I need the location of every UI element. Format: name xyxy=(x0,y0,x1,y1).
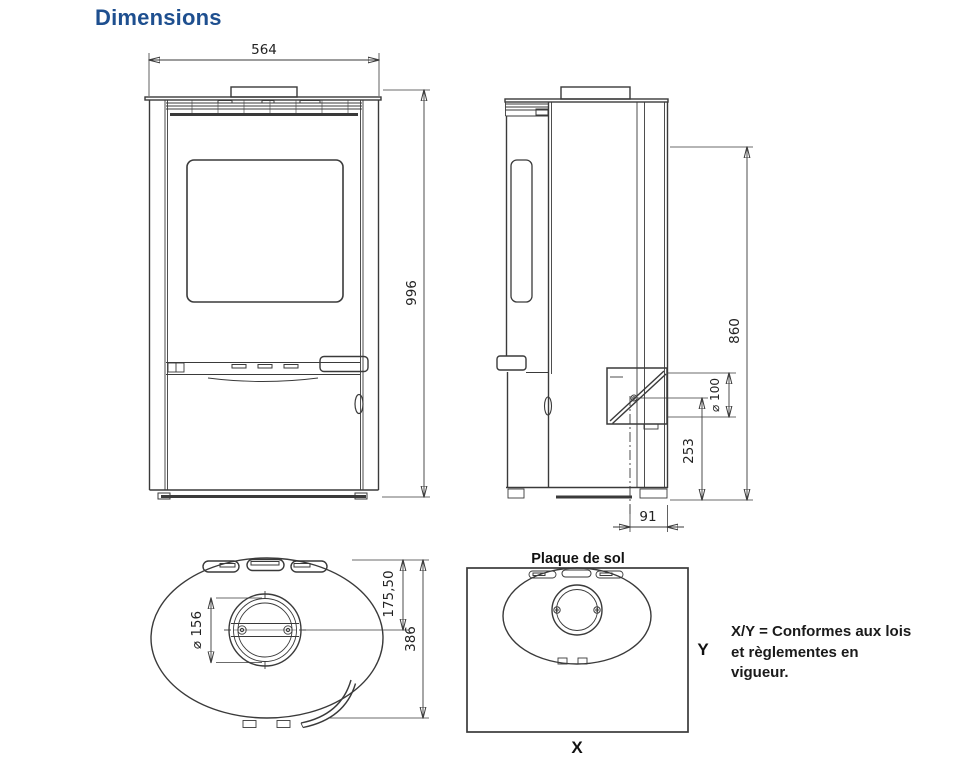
x-axis-label: X xyxy=(571,738,583,757)
side-flue-center-height-dimension xyxy=(637,398,708,500)
top-feet-tabs xyxy=(243,721,290,728)
top-view xyxy=(151,558,429,728)
side-flue-setback-value: 91 xyxy=(639,509,657,525)
regulation-note: X/Y = Conformes aux lois et règlementes en vigueur. xyxy=(731,623,912,682)
y-axis-label: Y xyxy=(697,640,709,659)
top-vent-slots xyxy=(203,560,327,573)
top-handle-curve xyxy=(301,680,356,728)
floor-plate-view xyxy=(467,551,709,757)
front-lower-door-notch xyxy=(355,395,363,414)
front-width-value: 564 xyxy=(251,42,277,58)
floor-plate-stove-oval xyxy=(503,568,651,664)
side-flue-center-height-value: 253 xyxy=(681,438,697,464)
top-center-offset-dimension xyxy=(303,560,429,630)
top-flue-collar xyxy=(224,591,306,669)
side-air-grille xyxy=(506,102,549,116)
top-center-offset-value: 175,50 xyxy=(381,570,397,618)
floor-plate-title: Plaque de sol xyxy=(531,551,625,567)
top-body-oval xyxy=(151,558,383,718)
page-title: Dimensions xyxy=(95,5,222,30)
side-flue-diameter-value: ⌀ 100 xyxy=(708,378,722,412)
front-view xyxy=(145,42,430,499)
floor-plate-vent-slots xyxy=(529,570,623,578)
front-base xyxy=(158,493,367,499)
side-view xyxy=(497,87,753,532)
side-base xyxy=(506,488,668,499)
front-body-outline xyxy=(150,100,379,490)
front-top-plate xyxy=(145,97,381,100)
front-flue-collar xyxy=(231,87,297,97)
floor-plate-outline xyxy=(467,568,688,732)
side-body-outline xyxy=(549,102,668,488)
front-height-value: 996 xyxy=(404,280,420,306)
side-door-handle xyxy=(497,356,526,370)
front-height-dimension xyxy=(382,90,430,497)
front-door-window xyxy=(187,160,343,302)
side-top-plate xyxy=(505,99,668,102)
side-flue-collar xyxy=(561,87,630,99)
side-door-profile xyxy=(507,116,549,488)
top-depth-value: 386 xyxy=(403,626,419,652)
side-flue-height-value: 860 xyxy=(727,318,743,344)
top-collar-diameter-value: ⌀ 156 xyxy=(189,610,205,650)
side-flue-setback-dimension xyxy=(613,505,684,532)
floor-plate-flue-collar xyxy=(552,585,602,635)
front-air-grille xyxy=(166,100,362,115)
front-width-dimension xyxy=(149,42,379,96)
